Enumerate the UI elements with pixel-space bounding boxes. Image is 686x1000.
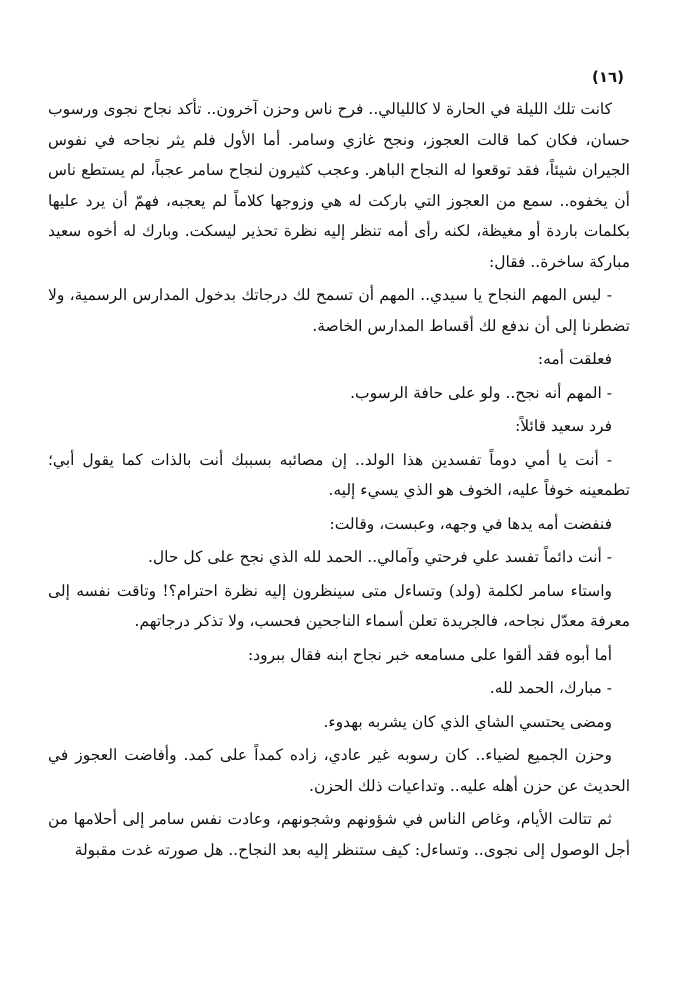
paragraph: ومضى يحتسي الشاي الذي كان يشربه بهدوء. [323, 712, 612, 731]
paragraph: واستاء سامر لكلمة (ولد) وتساءل متى سينظرون إليه نظرة احترام؟! وتاقت نفسه إلى معرفة معدّل نجاحه، فالجريدة تعلن أسماء الناجحين فحسب، ولا تذكر درجاتهم. [48, 581, 630, 630]
paragraph: فنفضت أمه يدها في وجهه، وعبست، وقالت: [329, 514, 612, 533]
paragraph: وحزن الجميع لضياء.. كان رسوبه غير عادي، زاده كمداً على كمد. وأفاضت العجوز في الحديث عن حزن أهله عليه.. وتداعيات ذلك الحزن. [48, 746, 630, 795]
page-body [48, 94, 630, 865]
dialogue-line: - المهم أنه نجح.. ولو على حافة الرسوب. [350, 383, 612, 402]
paragraph: كانت تلك الليلة في الحارة لا كالليالي.. فرح ناس وحزن آخرون.. تأكد نجاح نجوى ورسوب حسان، فكان كما قالت العجوز، ونجح غازي وسامر. أما الأول فلم يثر نجاحه في نفوس الجيران شيئاً، فقد توقعوا له النجاح الباهر. وعجب كثيرون لنجاح سامر عجباً، لم يستطع ناس أن يخفوه.. سمع من العجوز التي باركت له هي وزوجها كلاماً لم يعجبه، فهمّ أن يرد عليها بكلمات باردة أو مغيظة، لكنه رأى أمه تنظر إليه نظرة تحذير ليسكت. وبارك له أخوه سعيد مباركة ساخرة.. فقال: [48, 100, 630, 271]
paragraph: فرد سعيد قائلاً: [515, 417, 612, 435]
dialogue-line: - أنت يا أمي دوماً تفسدين هذا الولد.. إن مصائبه بسببك أنت بالذات كما يقول أبي؛ تطمعينه خوفاً عليه، الخوف هو الذي يسيء إليه. [48, 450, 630, 499]
page-number: (١٦) [591, 68, 624, 86]
dialogue-line: - ليس المهم النجاح يا سيدي.. المهم أن تسمح لك درجاتك بدخول المدارس الرسمية، ولا تضطرنا إلى أن ندفع لك أقساط المدارس الخاصة. [48, 286, 630, 335]
paragraph: فعلقت أمه: [537, 350, 612, 368]
paragraph: أما أبوه فقد ألقوا على مسامعه خبر نجاح ابنه فقال ببرود: [247, 645, 612, 664]
dialogue-line: - مبارك، الحمد لله. [489, 679, 612, 697]
dialogue-line: - أنت دائماً تفسد علي فرحتي وآمالي.. الحمد لله الذي نجح على كل حال. [147, 548, 612, 566]
paragraph: ثم تتالت الأيام، وغاص الناس في شؤونهم وشجونهم، وعادت نفس سامر إلى أحلامها من أجل الوصول إلى نجوى.. وتساءل: كيف ستنظر إليه بعد النجاح.. هل صورته غدت مقبولة [48, 810, 630, 859]
